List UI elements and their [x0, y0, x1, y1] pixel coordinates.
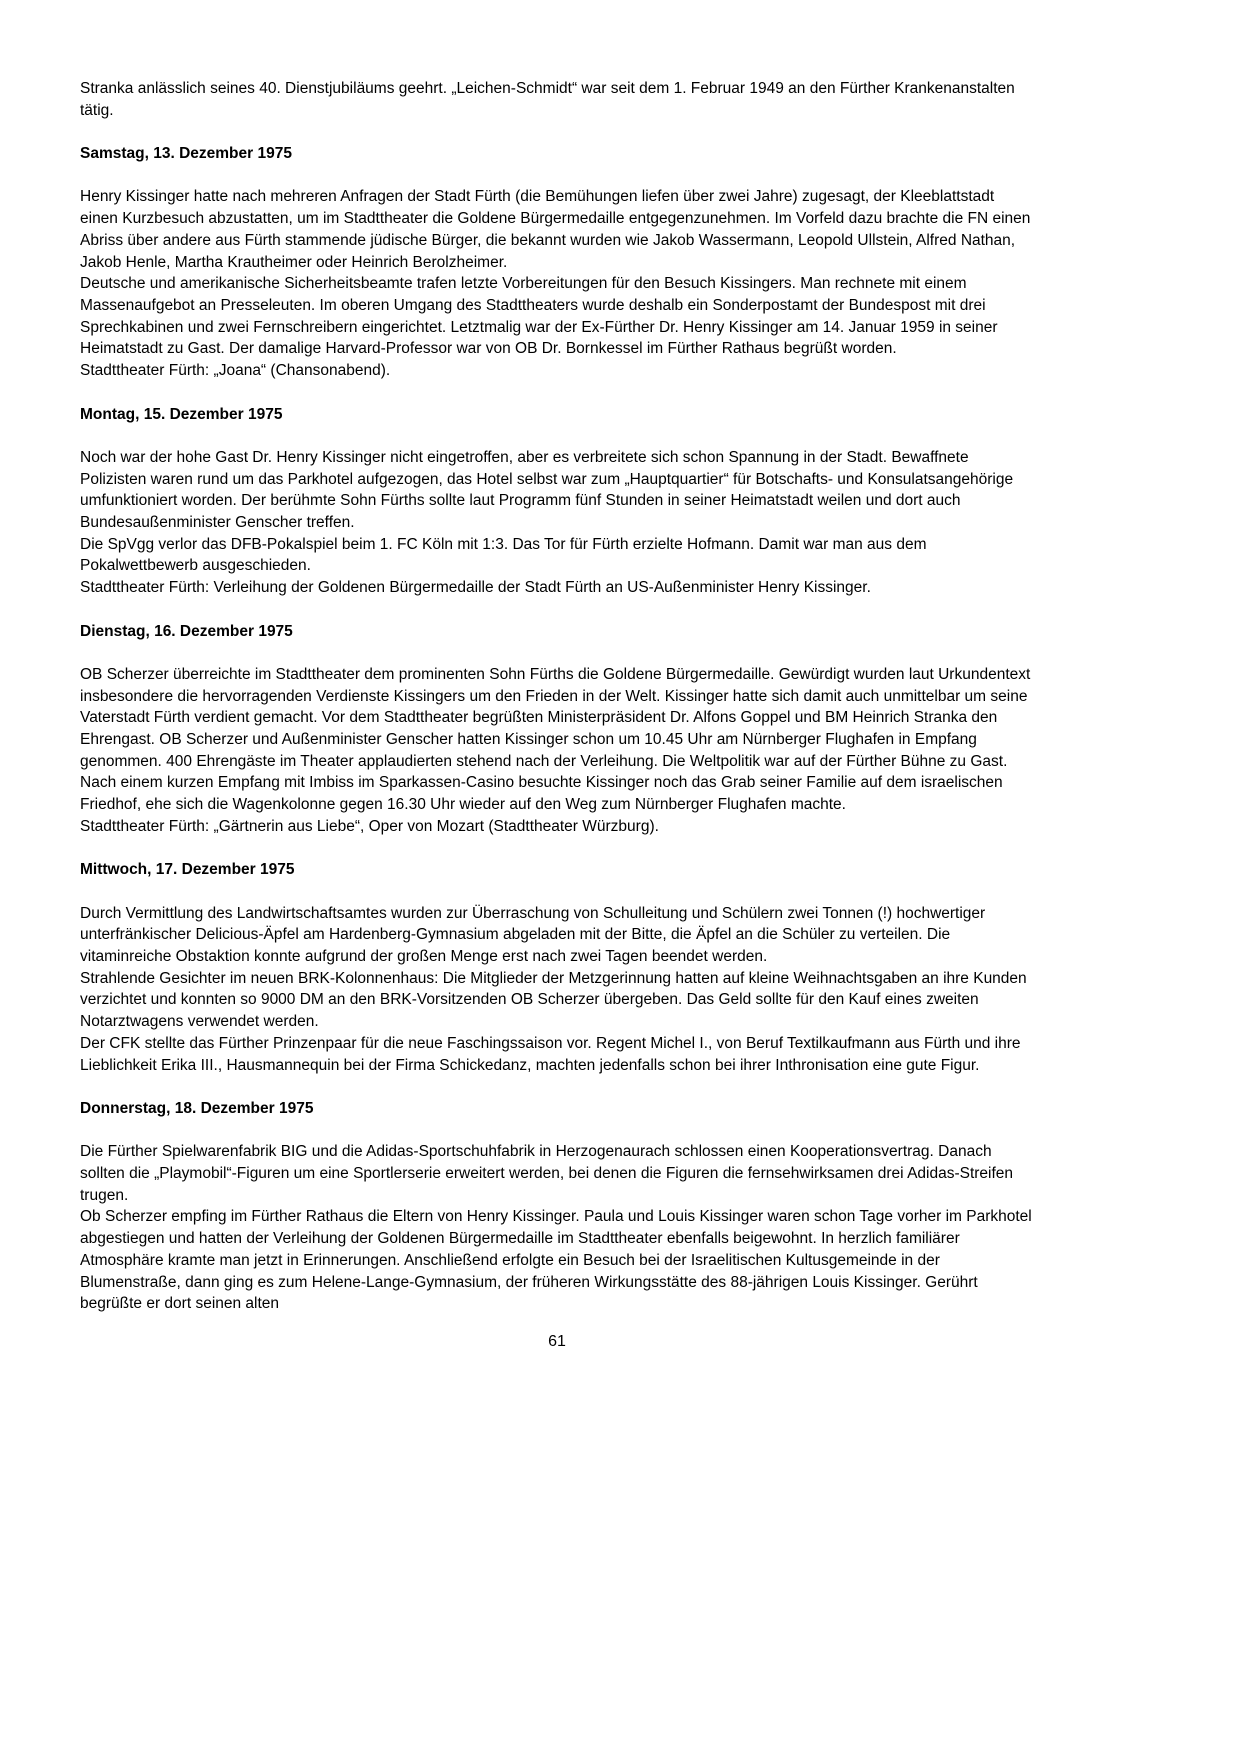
section-montag-15-dezember-1975 — [80, 404, 1034, 599]
section-heading: Samstag, 13. Dezember 1975 — [80, 145, 292, 163]
section-intro — [80, 78, 1034, 121]
paragraph: Deutsche und amerikanische Sicherheitsbeamte trafen letzte Vorbereitungen für den Besuch Kissingers. Man rechnete mit einem Massenaufgebot an Presseleuten. Im oberen Umgang des Stadttheaters wurde deshalb ein Sonderpostamt der Bundespost mit drei Sprechkabinen und zwei Fernschreibern eingerichtet. Letztmalig war der Ex-Fürther Dr. Henry Kissinger am 14. Januar 1959 in seiner Heimatstadt zu Gast. Der damalige Harvard-Professor war von OB Dr. Bornkessel im Fürther Rathaus begrüßt worden. — [80, 275, 998, 358]
paragraph: Noch war der hohe Gast Dr. Henry Kissinger nicht eingetroffen, aber es verbreitete sich schon Spannung in der Stadt. Bewaffnete Polizisten waren rund um das Parkhotel aufgezogen, das Hotel selbst war zum „Hauptquartier“ für Botschafts- und Konsulatsangehörige umfunktioniert worden. Der berühmte Sohn Fürths sollte laut Programm fünf Stunden in seiner Heimatstadt weilen und dort auch Bundesaußenminister Genscher treffen. — [80, 448, 1014, 531]
paragraph: Stadttheater Fürth: Verleihung der Goldenen Bürgermedaille der Stadt Fürth an US-Außenminister Henry Kissinger. — [80, 579, 871, 597]
section-heading: Donnerstag, 18. Dezember 1975 — [80, 1099, 314, 1117]
page-number: 61 — [548, 1332, 566, 1350]
paragraph: Die SpVgg verlor das DFB-Pokalspiel beim 1. FC Köln mit 1:3. Das Tor für Fürth erzielte Hofmann. Damit war man aus dem Pokalwettbewerb ausgeschieden. — [80, 535, 927, 575]
paragraph: Der CFK stellte das Fürther Prinzenpaar für die neue Faschingssaison vor. Regent Michel I., von Beruf Textilkaufmann aus Fürth und ihre Lieblichkeit Erika III., Hausmannequin bei der Firma Schickedanz, machten jedenfalls schon bei ihrer Inthronisation eine gute Figur. — [80, 1034, 1021, 1074]
section-mittwoch-17-dezember-1975 — [80, 859, 1034, 1076]
section-donnerstag-18-dezember-1975 — [80, 1098, 1034, 1315]
section-heading: Mittwoch, 17. Dezember 1975 — [80, 861, 295, 879]
paragraph: Stranka anlässlich seines 40. Dienstjubiläums geehrt. „Leichen-Schmidt“ war seit dem 1. Februar 1949 an den Fürther Krankenanstalten tätig. — [80, 80, 1015, 119]
section-samstag-13-dezember-1975 — [80, 143, 1034, 382]
section-heading: Montag, 15. Dezember 1975 — [80, 405, 283, 423]
document-content — [80, 78, 1034, 1315]
paragraph: Die Fürther Spielwarenfabrik BIG und die Adidas-Sportschuhfabrik in Herzogenaurach schlossen einen Kooperationsvertrag. Danach sollten die „Playmobil“-Figuren um eine Sportlerserie erweitert werden, bei denen die Figuren die fernsehwirksamen drei Adidas-Streifen trugen. — [80, 1143, 1014, 1204]
section-dienstag-16-dezember-1975 — [80, 621, 1034, 838]
paragraph: Henry Kissinger hatte nach mehreren Anfragen der Stadt Fürth (die Bemühungen liefen über zwei Jahre) zugesagt, der Kleeblattstadt einen Kurzbesuch abzustatten, um im Stadttheater die Goldene Bürgermedaille entgegenzunehmen. Im Vorfeld dazu brachte die FN einen Abriss über andere aus Fürth stammende jüdische Bürger, die bekannt wurden wie Jakob Wassermann, Leopold Ullstein, Alfred Nathan, Jakob Henle, Martha Krautheimer oder Heinrich Berolzheimer. — [80, 188, 1031, 271]
section-heading: Dienstag, 16. Dezember 1975 — [80, 622, 293, 640]
paragraph: Strahlende Gesichter im neuen BRK-Kolonnenhaus: Die Mitglieder der Metzgerinnung hatten auf kleine Weihnachtsgaben an ihre Kunden verzichtet und konnten so 9000 DM an den BRK-Vorsitzenden OB Scherzer übergeben. Das Geld sollte für den Kauf eines zweiten Notarztwagens verwendet werden. — [80, 969, 1027, 1031]
paragraph: Stadttheater Fürth: „Joana“ (Chansonabend). — [80, 362, 391, 380]
paragraph: Durch Vermittlung des Landwirtschaftsamtes wurden zur Überraschung von Schulleitung und Schülern zwei Tonnen (!) hochwertiger unterfränkischer Delicious-Äpfel am Hardenberg-Gymnasium abgeladen mit der Bitte, die Äpfel an die Schüler zu verteilen. Die vitaminreiche Obstaktion konnte aufgrund der großen Menge erst nach zwei Tagen beendet werden. — [80, 904, 986, 965]
paragraph: OB Scherzer überreichte im Stadttheater dem prominenten Sohn Fürths die Goldene Bürgermedaille. Gewürdigt wurden laut Urkundentext insbesondere die hervorragenden Verdienste Kissingers um den Frieden in der Welt. Kissinger hatte sich damit auch unmittelbar um seine Vaterstadt Fürth verdient gemacht. Vor dem Stadttheater begrüßten Ministerpräsident Dr. Alfons Goppel und BM Heinrich Stranka den Ehrengast. OB Scherzer und Außenminister Genscher hatten Kissinger schon um 10.45 Uhr am Nürnberger Flughafen in Empfang genommen. 400 Ehrengäste im Theater applaudierten stehend nach der Verleihung. Die Weltpolitik war auf der Fürther Bühne zu Gast. Nach einem kurzen Empfang mit Imbiss im Sparkassen-Casino besuchte Kissinger noch das Grab seiner Familie auf dem israelischen Friedhof, ehe sich die Wagenkolonne gegen 16.30 Uhr wieder auf den Weg zum Nürnberger Flughafen machte. — [80, 665, 1031, 814]
paragraph: Stadttheater Fürth: „Gärtnerin aus Liebe“, Oper von Mozart (Stadttheater Würzburg). — [80, 817, 659, 835]
paragraph: Ob Scherzer empfing im Fürther Rathaus die Eltern von Henry Kissinger. Paula und Louis Kissinger waren schon Tage vorher im Parkhotel abgestiegen und hatten der Verleihung der Goldenen Bürgermedaille im Stadttheater ebenfalls beigewohnt. In herzlich familiärer Atmosphäre kramte man jetzt in Erinnerungen. Anschließend erfolgte ein Besuch bei der Israelitischen Kultusgemeinde in der Blumenstraße, dann ging es zum Helene-Lange-Gymnasium, der früheren Wirkungsstätte des 88-jährigen Louis Kissinger. Gerührt begrüßte er dort seinen alten — [80, 1208, 1032, 1313]
